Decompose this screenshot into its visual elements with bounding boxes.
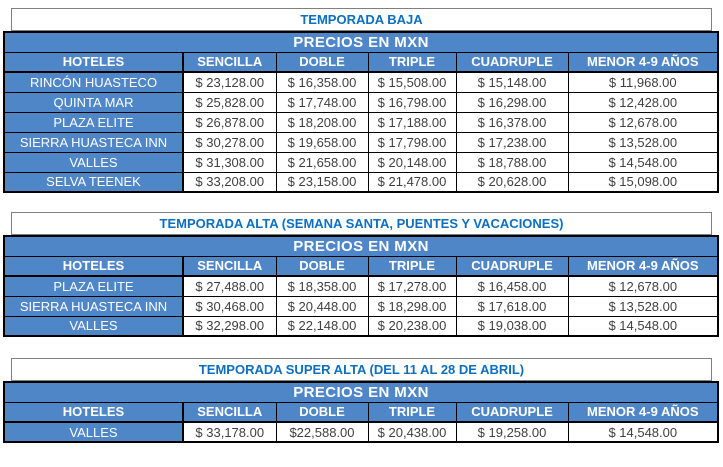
price-table: [3, 31, 719, 193]
column-header-col-1: SENCILLA: [183, 256, 276, 276]
price-cell: $ 20,438.00: [368, 422, 456, 442]
hotel-name-cell: SELVA TEENEK: [4, 172, 183, 192]
price-cell: $ 32,298.00: [183, 316, 276, 336]
price-cell: $ 33,178.00: [183, 422, 276, 442]
table-row: [4, 112, 718, 132]
season-title: TEMPORADA ALTA (SEMANA SANTA, PUENTES Y VACACIONES): [11, 212, 712, 235]
table-row: [4, 276, 718, 296]
column-header-hoteles: HOTELES: [4, 402, 183, 422]
price-banner: PRECIOS EN MXN: [4, 236, 718, 256]
price-cell: $ 31,308.00: [183, 152, 276, 172]
price-cell: $ 17,748.00: [276, 92, 368, 112]
price-cell: $ 12,428.00: [568, 92, 718, 112]
price-cell: $ 14,548.00: [568, 422, 718, 442]
hotel-name-cell: VALLES: [4, 422, 183, 442]
price-cell: $ 17,278.00: [368, 276, 456, 296]
price-cell: $ 23,158.00: [276, 172, 368, 192]
column-header-col-4: CUADRUPLE: [456, 256, 568, 276]
column-header-col-3: TRIPLE: [368, 52, 456, 72]
column-header-col-5: MENOR 4-9 AÑOS: [568, 256, 718, 276]
price-cell: $ 19,038.00: [456, 316, 568, 336]
header-row: [4, 402, 718, 422]
season-section: [3, 358, 717, 443]
table-row: [4, 72, 718, 92]
column-header-col-2: DOBLE: [276, 402, 368, 422]
banner-row: [4, 382, 718, 402]
price-cell: $ 30,278.00: [183, 132, 276, 152]
price-cell: $ 17,238.00: [456, 132, 568, 152]
column-header-col-5: MENOR 4-9 AÑOS: [568, 52, 718, 72]
price-cell: $ 30,468.00: [183, 296, 276, 316]
table-row: [4, 296, 718, 316]
price-cell: $ 18,298.00: [368, 296, 456, 316]
price-cell: $ 16,798.00: [368, 92, 456, 112]
table-row: [4, 92, 718, 112]
table-row: [4, 152, 718, 172]
price-cell: $22,588.00: [276, 422, 368, 442]
price-cell: $ 13,528.00: [568, 296, 718, 316]
price-cell: $ 12,678.00: [568, 276, 718, 296]
column-header-hoteles: HOTELES: [4, 256, 183, 276]
price-cell: $ 12,678.00: [568, 112, 718, 132]
price-cell: $ 22,148.00: [276, 316, 368, 336]
price-cell: $ 20,148.00: [368, 152, 456, 172]
table-row: [4, 316, 718, 336]
season-section: [3, 212, 717, 337]
header-row: [4, 256, 718, 276]
hotel-name-cell: PLAZA ELITE: [4, 112, 183, 132]
column-header-col-1: SENCILLA: [183, 402, 276, 422]
hotel-name-cell: PLAZA ELITE: [4, 276, 183, 296]
column-header-col-1: SENCILLA: [183, 52, 276, 72]
price-cell: $ 33,208.00: [183, 172, 276, 192]
column-header-col-4: CUADRUPLE: [456, 52, 568, 72]
season-title: TEMPORADA SUPER ALTA (DEL 11 AL 28 DE ABRIL): [11, 358, 712, 381]
price-cell: $ 16,358.00: [276, 72, 368, 92]
price-cell: $ 16,298.00: [456, 92, 568, 112]
hotel-name-cell: QUINTA MAR: [4, 92, 183, 112]
price-cell: $ 21,478.00: [368, 172, 456, 192]
price-cell: $ 14,548.00: [568, 152, 718, 172]
price-cell: $ 15,508.00: [368, 72, 456, 92]
price-cell: $ 27,488.00: [183, 276, 276, 296]
price-cell: $ 21,658.00: [276, 152, 368, 172]
hotel-name-cell: SIERRA HUASTECA INN: [4, 132, 183, 152]
price-cell: $ 20,238.00: [368, 316, 456, 336]
hotel-name-cell: VALLES: [4, 152, 183, 172]
price-cell: $ 23,128.00: [183, 72, 276, 92]
price-cell: $ 20,448.00: [276, 296, 368, 316]
banner-row: [4, 236, 718, 256]
banner-row: [4, 32, 718, 52]
hotel-name-cell: SIERRA HUASTECA INN: [4, 296, 183, 316]
column-header-col-5: MENOR 4-9 AÑOS: [568, 402, 718, 422]
column-header-col-4: CUADRUPLE: [456, 402, 568, 422]
price-cell: $ 15,098.00: [568, 172, 718, 192]
hotel-name-cell: VALLES: [4, 316, 183, 336]
price-cell: $ 20,628.00: [456, 172, 568, 192]
price-cell: $ 15,148.00: [456, 72, 568, 92]
price-cell: $ 16,458.00: [456, 276, 568, 296]
table-row: [4, 172, 718, 192]
price-cell: $ 18,358.00: [276, 276, 368, 296]
price-banner: PRECIOS EN MXN: [4, 32, 718, 52]
price-cell: $ 17,618.00: [456, 296, 568, 316]
price-table: [3, 235, 719, 337]
price-banner: PRECIOS EN MXN: [4, 382, 718, 402]
price-cell: $ 18,788.00: [456, 152, 568, 172]
table-row: [4, 132, 718, 152]
column-header-hoteles: HOTELES: [4, 52, 183, 72]
price-cell: $ 18,208.00: [276, 112, 368, 132]
price-cell: $ 26,878.00: [183, 112, 276, 132]
column-header-col-3: TRIPLE: [368, 256, 456, 276]
season-title: TEMPORADA BAJA: [11, 8, 712, 31]
price-cell: $ 16,378.00: [456, 112, 568, 132]
price-cell: $ 14,548.00: [568, 316, 718, 336]
column-header-col-2: DOBLE: [276, 52, 368, 72]
price-cell: $ 19,258.00: [456, 422, 568, 442]
hotel-name-cell: RINCÓN HUASTECO: [4, 72, 183, 92]
price-cell: $ 19,658.00: [276, 132, 368, 152]
table-row: [4, 422, 718, 442]
column-header-col-3: TRIPLE: [368, 402, 456, 422]
header-row: [4, 52, 718, 72]
price-table: [3, 381, 719, 443]
season-section: [3, 8, 717, 193]
price-cell: $ 25,828.00: [183, 92, 276, 112]
price-cell: $ 11,968.00: [568, 72, 718, 92]
price-cell: $ 17,798.00: [368, 132, 456, 152]
column-header-col-2: DOBLE: [276, 256, 368, 276]
price-cell: $ 17,188.00: [368, 112, 456, 132]
price-cell: $ 13,528.00: [568, 132, 718, 152]
